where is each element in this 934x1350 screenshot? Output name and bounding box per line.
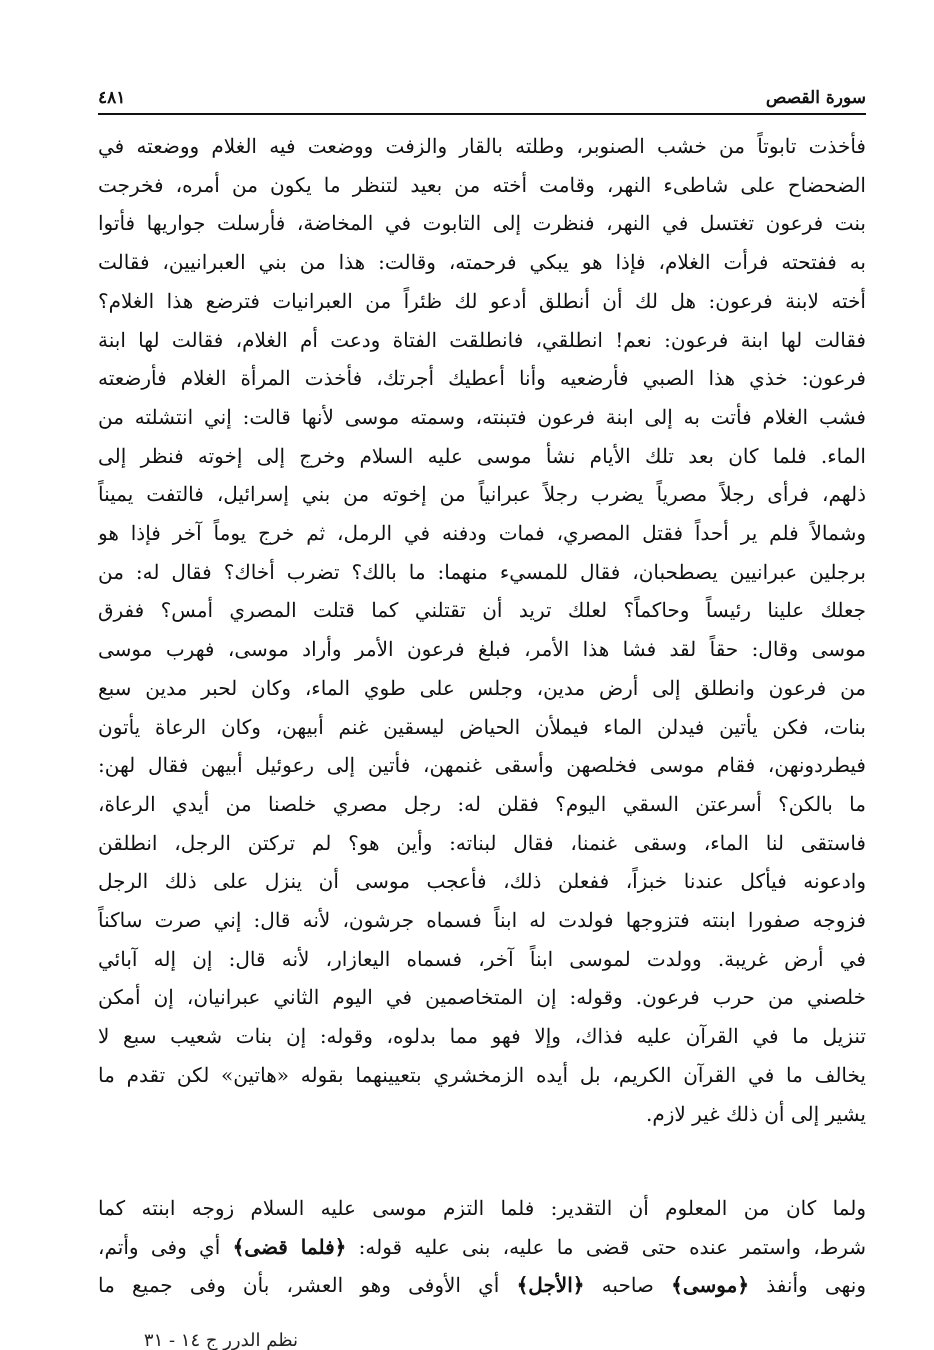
text-line: الضحضاح على شاطىء النهر، وقامت أخته من بعيد لتنظر ما يكون من أمره، فخرجت [98, 172, 866, 197]
text-line: تنزيل ما في القرآن عليه فذاك، وإلا فهو مما بدلوه، وقوله: إن بنات شعيب سبع لا [98, 1024, 866, 1049]
paragraph-2 [98, 1189, 866, 1305]
text-line: فقالت لها ابنة فرعون: نعم! انطلقي، فانطلقت الفتاة ودعت أم الغلام، فقالت لها ابنة [98, 327, 866, 352]
text-run: أي الأوفى وهو العشر، بأن وفى جميع ما [98, 1273, 517, 1298]
text-line: فشب الغلام فأتت به إلى ابنة فرعون فتبنته، وسمته موسى لأنها قالت: إني انتشلته من [98, 404, 866, 429]
text-line [98, 1228, 866, 1267]
text-line: الماء. فلما كان بعد تلك الأيام نشأ موسى عليه السلام وخرج إلى إخوته فنظر إلى [98, 443, 866, 468]
text-line: برجلين عبرانيين يصطحبان، فقال للمسيء منهما: ما بالك؟ تضرب أخاك؟ فقال له: من [98, 559, 866, 584]
text-line: فزوجه صفورا ابنته فتزوجها فولدت له ابناً فسماه جرشون، لأنه قال: إني صرت ساكناً [98, 908, 866, 933]
text-line: بنات، فكن يأتين فيدلن الماء فيملأن الحياض ليسقين غنم أبيهن، وكان الرعاة يأتون [98, 714, 866, 739]
text-run: شرط، واستمر عنده حتى قضى ما عليه، بنى عليه قوله: [346, 1234, 866, 1259]
text-line: في أرض غريبة. وولدت لموسى ابناً آخر، فسماه اليعازار، لأنه قال: إن إله آبائي [98, 946, 866, 971]
text-line: فأخذت تابوتاً من خشب الصنوبر، وطلته بالقار والزفت ووضعت فيه الغلام ووضعته في [98, 134, 866, 158]
text-line: يخالف ما في القرآن الكريم، بل أيده الزمخشري بتعيينهما بقوله «هاتين» لكن تقدم ما [98, 1062, 866, 1087]
text-line: خلصني من حرب فرعون. وقوله: إن المتخاصمين في اليوم الثاني عبرانيان، إن أمكن [98, 985, 866, 1010]
quran-quote: ﴿الأجل﴾ [516, 1273, 585, 1298]
text-line: بنت فرعون تغتسل في النهر، فنظرت إلى التابوت في المخاضة، فأرسلت جواريها فأتوا [98, 211, 866, 236]
text-line [98, 1266, 866, 1305]
text-run: ونهى وأنفذ [749, 1273, 866, 1298]
text-line: ما بالكن؟ أسرعتن السقي اليوم؟ فقلن له: رجل مصري خلصنا من أيدي الرعاة، [98, 791, 866, 816]
surah-title: سورة القصص [765, 88, 866, 108]
page-number: ٤٨١ [98, 88, 126, 108]
quran-quote: ﴿موسى﴾ [671, 1273, 750, 1298]
running-head [98, 78, 866, 108]
text-line: أخته لابنة فرعون: هل لك أن أنطلق أدعو لك ظئراً من العبرانيات فترضع هذا الغلام؟ [98, 288, 866, 313]
text-line: به ففتحته فرأت الغلام، فإذا هو يبكي فرحمته، وقالت: هذا من بني العبرانيين، فقالت [98, 250, 866, 275]
paragraph-1 [98, 127, 866, 1133]
text-line: ولما كان من المعلوم أن التقدير: فلما التزم موسى عليه السلام زوجه ابنته كما [98, 1196, 866, 1220]
text-run: صاحبه [584, 1273, 672, 1298]
quran-quote: ﴿فلما قضى﴾ [232, 1234, 347, 1259]
text-line: موسى وقال: حقاً لقد فشا هذا الأمر، فبلغ فرعون الأمر وأراد موسى، فهرب موسى [98, 637, 866, 662]
text-line: ذلهم، فرأى رجلاً مصرياً يضرب رجلاً عبرانياً من إخوته من بني إسرائيل، فالتفت يميناً [98, 482, 866, 507]
text-line: وادعونه فيأكل عندنا خبزاً، ففعلن ذلك، فأعجب موسى أن ينزل على ذلك الرجل [98, 869, 866, 894]
text-line: فيطردونهن، فقام موسى فخلصهن وأسقى غنمهن، فأتين إلى رعوئيل أبيهن فقال لهن: [98, 753, 866, 778]
text-line: يشير إلى أن ذلك غير لازم. [645, 1101, 866, 1126]
text-line: جعلك علينا رئيساً وحاكماً؟ لعلك تريد أن تقتلني كما قتلت المصري أمس؟ ففرق [98, 598, 866, 623]
text-line: وشمالاً فلم ير أحداً فقتل المصري، فمات ودفنه في الرمل، ثم خرج يوماً آخر فإذا هو [98, 521, 866, 546]
text-line: فاستقى لنا الماء، وسقى غنمنا، فقال لبناته: وأين هو؟ لم تركتن الرجل، انطلقن [98, 830, 866, 855]
header-rule [98, 113, 866, 115]
text-line: فرعون: خذي هذا الصبي فأرضعيه وأنا أعطيك أجرتك، فأخذت المرأة الغلام فأرضعته [98, 366, 866, 391]
text-line: من فرعون وانطلق إلى أرض مدين، وجلس على طوي الماء، وكان لحبر مدين سبع [98, 675, 866, 700]
text-run: أي وفى وأتم، [98, 1234, 233, 1259]
footer-signature: نظم الدرر ج ١٤ - ٣١ [143, 1330, 298, 1350]
